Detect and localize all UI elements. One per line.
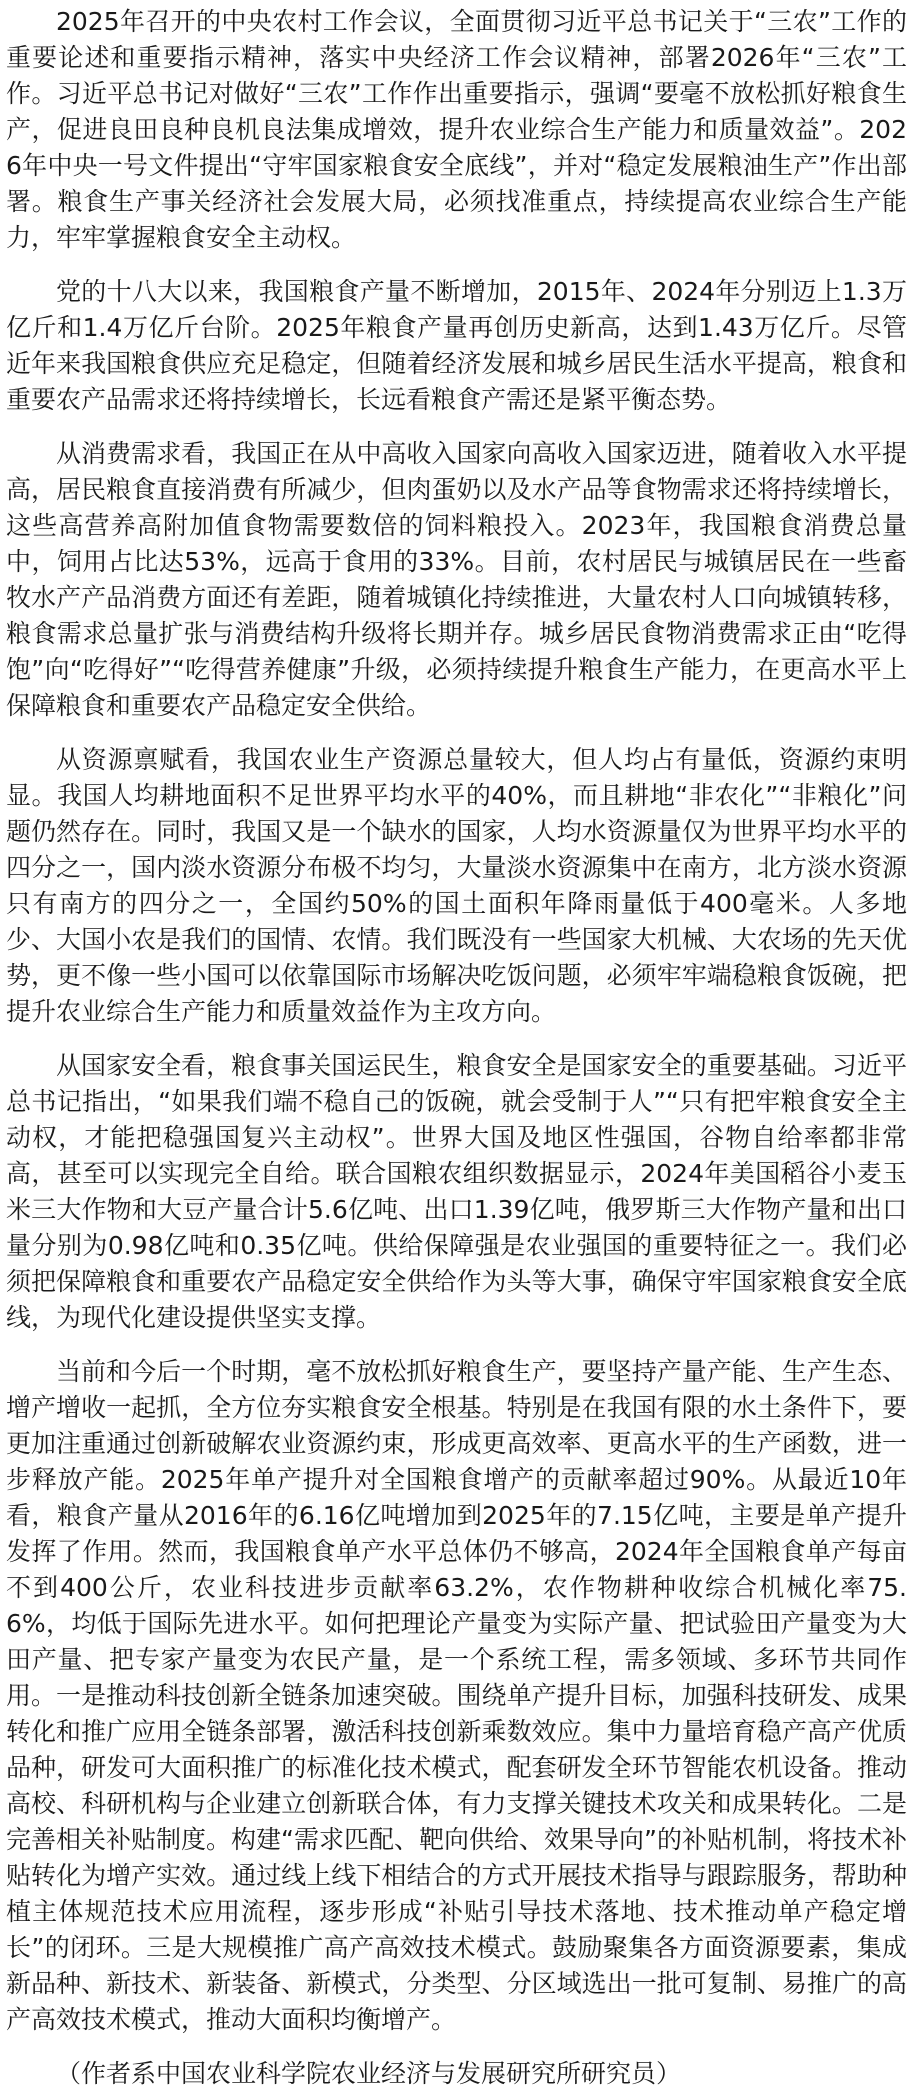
paragraph-4: 从资源禀赋看，我国农业生产资源总量较大，但人均占有量低，资源约束明显。我国人均耕地面积不足世界平均水平的40%，而且耕地“非农化”“非粮化”问题仍然存在。同时，我国又是一个缺水的国家，人均水资源量仅为世界平均水平的四分之一，国内淡水资源分布极不均匀，大量淡水资源集中在南方，北方淡水资源只有南方的四分之一，全国约50%的国土面积年降雨量低于400毫米。人多地少、大国小农是我们的国情、农情。我们既没有一些国家大机械、大农场的先天优势，更不像一些小国可以依靠国际市场解决吃饭问题，必须牢牢端稳粮食饭碗，把提升农业综合生产能力和质量效益作为主攻方向。 bbox=[6, 745, 907, 1026]
paragraph-3: 从消费需求看，我国正在从中高收入国家向高收入国家迈进，随着收入水平提高，居民粮食直接消费有所减少，但肉蛋奶以及水产品等食物需求还将持续增长，这些高营养高附加值食物需要数倍的饲料粮投入。2023年，我国粮食消费总量中，饲用占比达53%，远高于食用的33%。目前，农村居民与城镇居民在一些畜牧水产产品消费方面还有差距，随着城镇化持续推进，大量农村人口向城镇转移，粮食需求总量扩张与消费结构升级将长期并存。城乡居民食物消费需求正由“吃得饱”向“吃得好”“吃得营养健康”升级，必须持续提升粮食生产能力，在更高水平上保障粮食和重要农产品稳定安全供给。 bbox=[6, 439, 907, 720]
author-byline: （作者系中国农业科学院农业经济与发展研究所研究员） bbox=[56, 2059, 682, 2088]
paragraph-5: 从国家安全看，粮食事关国运民生，粮食安全是国家安全的重要基础。习近平总书记指出，“如果我们端不稳自己的饭碗，就会受制于人”“只有把牢粮食安全主动权，才能把稳强国复兴主动权”。世界大国及地区性强国，谷物自给率都非常高，甚至可以实现完全自给。联合国粮农组织数据显示，2024年美国稻谷小麦玉米三大作物和大豆产量合计5.6亿吨、出口1.39亿吨，俄罗斯三大作物产量和出口量分别为0.98亿吨和0.35亿吨。供给保障强是农业强国的重要特征之一。我们必须把保障粮食和重要农产品稳定安全供给作为头等大事，确保守牢国家粮食安全底线，为现代化建设提供坚实支撑。 bbox=[6, 1051, 907, 1332]
paragraph-1: 2025年召开的中央农村工作会议，全面贯彻习近平总书记关于“三农”工作的重要论述和重要指示精神，落实中央经济工作会议精神，部署2026年“三农”工作。习近平总书记对做好“三农”工作作出重要指示，强调“要毫不放松抓好粮食生产，促进良田良种良机良法集成增效，提升农业综合生产能力和质量效益”。2026年中央一号文件提出“守牢国家粮食安全底线”，并对“稳定发展粮油生产”作出部署。粮食生产事关经济社会发展大局，必须找准重点，持续提高农业综合生产能力，牢牢掌握粮食安全主动权。 bbox=[6, 7, 907, 252]
paragraph-6: 当前和今后一个时期，毫不放松抓好粮食生产，要坚持产量产能、生产生态、增产增收一起抓，全方位夯实粮食安全根基。特别是在我国有限的水土条件下，要更加注重通过创新破解农业资源约束，形成更高效率、更高水平的生产函数，进一步释放产能。2025年单产提升对全国粮食增产的贡献率超过90%。从最近10年看，粮食产量从2016年的6.16亿吨增加到2025年的7.15亿吨，主要是单产提升发挥了作用。然而，我国粮食单产水平总体仍不够高，2024年全国粮食单产每亩不到400公斤，农业科技进步贡献率63.2%，农作物耕种收综合机械化率75.6%，均低于国际先进水平。如何把理论产量变为实际产量、把试验田产量变为大田产量、把专家产量变为农民产量，是一个系统工程，需多领域、多环节共同作用。一是推动科技创新全链条加速突破。围绕单产提升目标，加强科技研发、成果转化和推广应用全链条部署，激活科技创新乘数效应。集中力量培育稳产高产优质品种，研发可大面积推广的标准化技术模式，配套研发全环节智能农机设备。推动高校、科研机构与企业建立创新联合体，有力支撑关键技术攻关和成果转化。二是完善相关补贴制度。构建“需求匹配、靶向供给、效果导向”的补贴机制，将技术补贴转化为增产实效。通过线上线下相结合的方式开展技术指导与跟踪服务，帮助种植主体规范技术应用流程，逐步形成“补贴引导技术落地、技术推动单产稳定增长”的闭环。三是大规模推广高产高效技术模式。鼓励聚集各方面资源要素，集成新品种、新技术、新装备、新模式，分类型、分区域选出一批可复制、易推广的高产高效技术模式，推动大面积均衡增产。 bbox=[6, 1357, 907, 2034]
paragraph-2: 党的十八大以来，我国粮食产量不断增加，2015年、2024年分别迈上1.3万亿斤和1.4万亿斤台阶。2025年粮食产量再创历史新高，达到1.43万亿斤。尽管近年来我国粮食供应充足稳定，但随着经济发展和城乡居民生活水平提高，粮食和重要农产品需求还将持续增长，长远看粮食产需还是紧平衡态势。 bbox=[6, 277, 907, 414]
